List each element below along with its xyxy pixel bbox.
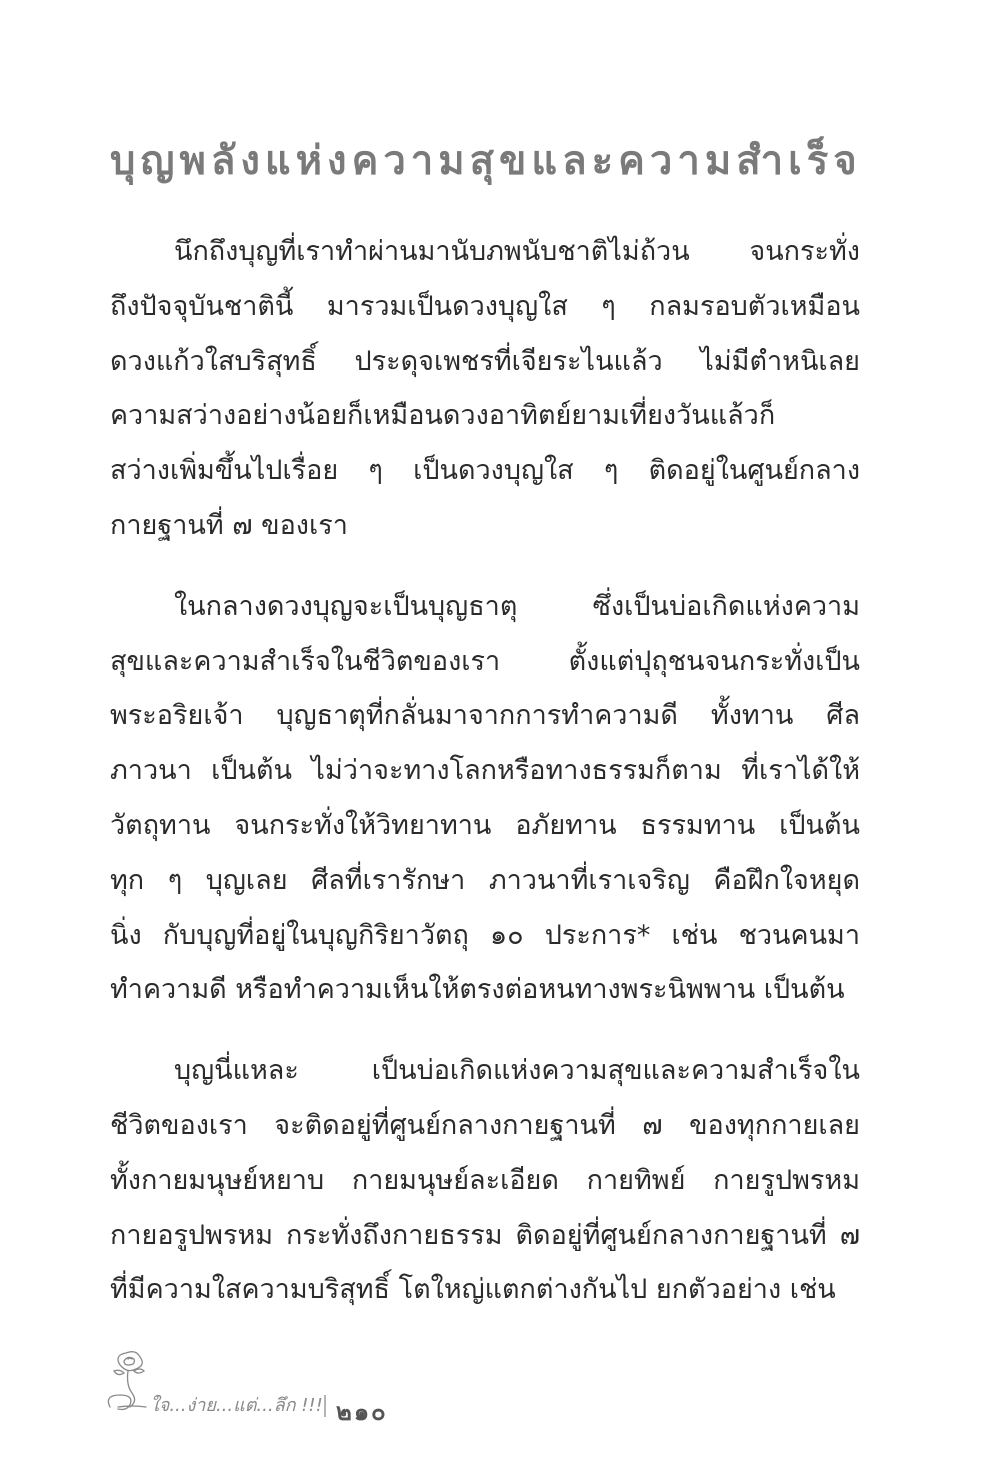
text-line: กายอรูปพรหม กระทั่งถึงกายธรรม ติดอยู่ที่ศูนย์กลางกายฐานที่ ๗ xyxy=(110,1219,860,1251)
paragraph xyxy=(110,225,860,554)
text-line: บุญนี่แหละ เป็นบ่อเกิดแห่งความสุขและความสำเร็จใน xyxy=(174,1055,860,1087)
text-line: ทั้งกายมนุษย์หยาบ กายมนุษย์ละเอียด กายทิพย์ กายรูปพรหม xyxy=(110,1164,860,1196)
text-line: วัตถุทาน จนกระทั่งให้วิทยาทาน อภัยทาน ธรรมทาน เป็นต้น xyxy=(110,809,860,841)
paragraph xyxy=(110,1044,860,1318)
text-line: ชีวิตของเรา จะติดอยู่ที่ศูนย์กลางกายฐานที่ ๗ ของทุกกายเลย xyxy=(110,1109,860,1141)
signature-text xyxy=(100,1345,330,1425)
paragraph-gap xyxy=(110,554,860,580)
text-line: นึกถึงบุญที่เราทำผ่านมานับภพนับชาติไม่ถ้วน จนกระทั่ง xyxy=(174,236,860,267)
paragraph xyxy=(110,580,860,1018)
page-title: บุญพลังแห่งความสุขและความสำเร็จ xyxy=(110,138,862,184)
text-line: ทุก ๆ บุญเลย ศีลที่เรารักษา ภาวนาที่เราเจริญ คือฝึกใจหยุด xyxy=(110,864,860,896)
text-line: พระอริยเจ้า บุญธาตุที่กลั่นมาจากการทำความดี ทั้งทาน ศีล xyxy=(110,700,860,732)
text-line: กายฐานที่ ๗ ของเรา xyxy=(110,509,348,541)
body-text xyxy=(110,225,860,1318)
svg-text:ใจ...ง่าย...แต่...ลึก !!!: ใจ...ง่าย...แต่...ลึก !!! xyxy=(150,1395,323,1416)
page-number: ๒๑๐ xyxy=(336,1398,388,1426)
text-line: สุขและความสำเร็จในชีวิตของเรา ตั้งแต่ปุถุชนจนกระทั่งเป็น xyxy=(110,645,860,677)
text-line: ในกลางดวงบุญจะเป็นบุญธาตุ ซึ่งเป็นบ่อเกิดแห่งความ xyxy=(174,590,860,622)
text-line: นิ่ง กับบุญที่อยู่ในบุญกิริยาวัตถุ ๑๐ ประการ* เช่น ชวนคนมา xyxy=(110,919,860,951)
text-line: สว่างเพิ่มขึ้นไปเรื่อย ๆ เป็นดวงบุญใส ๆ ติดอยู่ในศูนย์กลาง xyxy=(110,455,860,487)
text-line: ดวงแก้วใสบริสุทธิ์ ประดุจเพชรที่เจียระไนแล้ว ไม่มีตำหนิเลย xyxy=(110,345,860,377)
text-line: ภาวนา เป็นต้น ไม่ว่าจะทางโลกหรือทางธรรมก็ตาม ที่เราได้ให้ xyxy=(110,755,860,787)
text-line: ทำความดี หรือทำความเห็นให้ตรงต่อหนทางพระนิพพาน เป็นต้น xyxy=(110,974,845,1006)
page-footer xyxy=(100,1345,420,1425)
text-line: ที่มีความใสความบริสุทธิ์ โตใหญ่แตกต่างกันไป ยกตัวอย่าง เช่น xyxy=(110,1274,836,1306)
text-line: ถึงปัจจุบันชาตินี้ มารวมเป็นดวงบุญใส ๆ กลมรอบตัวเหมือน xyxy=(110,290,860,322)
text-line: ความสว่างอย่างน้อยก็เหมือนดวงอาทิตย์ยามเที่ยงวันแล้วก็ xyxy=(110,400,776,432)
paragraph-gap xyxy=(110,1018,860,1044)
